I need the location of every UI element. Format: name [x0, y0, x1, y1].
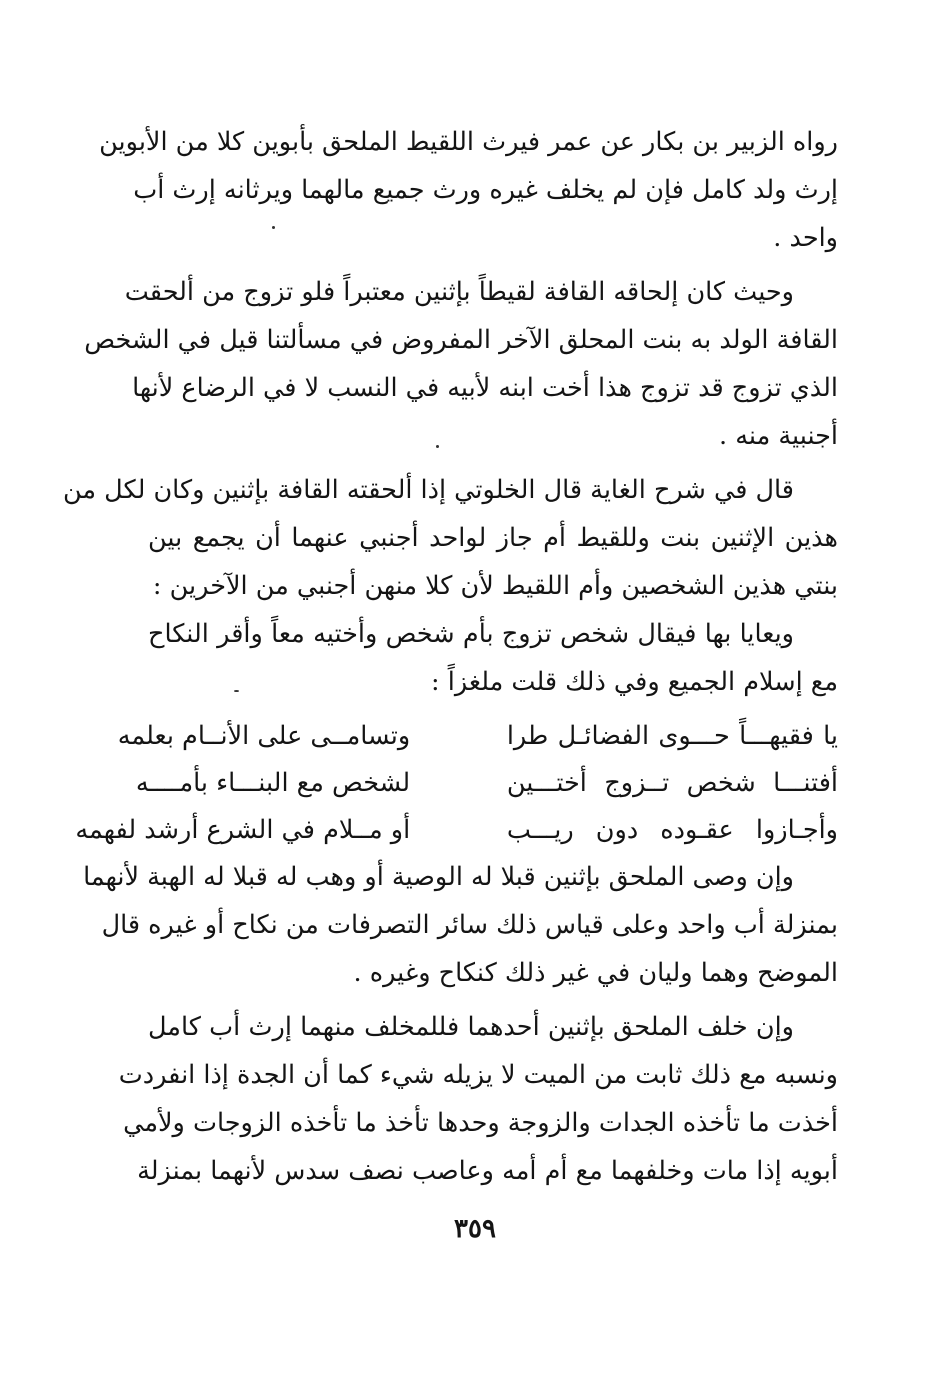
- page-body: [63, 118, 838, 1195]
- text-line: وإن وصى الملحق بإثنين قبلا له الوصية أو وهب له قبلا له الهبة لأنهما: [83, 862, 794, 892]
- verse-first-hemistich: وأجـازوا عقـوده دون ريـــب: [506, 815, 838, 845]
- paragraph-5: [83, 853, 838, 997]
- verse-second-hemistich: وتسامــى على الأنــام بعلمه: [117, 721, 411, 751]
- text-line: أجنبية منه .: [719, 421, 838, 451]
- page-number: ٣٥٩: [454, 1214, 496, 1244]
- text-line: إرث ولد كامل فإن لم يخلف غيره ورث جميع مالهما ويرثانه إرث أب: [133, 175, 838, 205]
- paragraph-3: [63, 466, 838, 610]
- text-line: أبويه إذا مات وخلفهما مع أم أمه وعاصب نصف سدس لأنهما بمنزلة: [137, 1156, 838, 1186]
- verse-first-hemistich: يا فقيهـــاً حـــوى الفضائـل طرا: [506, 721, 838, 751]
- verse-3: [75, 806, 838, 853]
- paragraph-2: [84, 268, 838, 460]
- paragraph-6: [118, 1003, 838, 1195]
- scan-speck: [234, 690, 239, 692]
- text-line: مع إسلام الجميع وفي ذلك قلت ملغزاً :: [431, 667, 838, 697]
- text-line: واحد .: [773, 223, 838, 253]
- verse-2: [135, 759, 838, 806]
- verse-second-hemistich: أو مــلام في الشرع أرشد لفهمه: [75, 815, 411, 845]
- poem: [75, 712, 838, 853]
- text-line: القافة الولد به بنت المحلق الآخر المفروض في مسألتنا قيل في الشخص: [84, 325, 838, 355]
- text-line: ويعايا بها فيقال شخص تزوج بأم شخص وأختيه معاً وأقر النكاح: [148, 619, 794, 649]
- paragraph-1: [99, 118, 838, 262]
- text-line: ونسبه مع ذلك ثابت من الميت لا يزيله شيء كما أن الجدة إذا انفردت: [118, 1060, 838, 1090]
- text-line: هذين الإثنين بنت وللقيط أم جاز لواحد أجنبي عنهما أن يجمع بين: [148, 523, 838, 553]
- text-line: أخذت ما تأخذه الجدات والزوجة وحدها تأخذ ما تأخذه الزوجات ولأمي: [123, 1108, 838, 1138]
- text-line: رواه الزبير بن بكار عن عمر فيرث اللقيط الملحق بأبوين كلا من الأبوين: [99, 127, 838, 157]
- text-line: وإن خلف الملحق بإثنين أحدهما فللمخلف منهما إرث أب كامل: [148, 1012, 794, 1042]
- scan-speck: [272, 226, 275, 229]
- text-line: الذي تزوج قد تزوج هذا أخت ابنه لأبيه في النسب لا في الرضاع لأنها: [132, 373, 838, 403]
- text-line: بنتي هذين الشخصين وأم اللقيط لأن كلا منهن أجنبي من الآخرين :: [152, 571, 838, 601]
- verse-first-hemistich: أفتنـــا شخص تــزوج أختـــين: [506, 768, 838, 798]
- text-line: وحيث كان إلحاقه القافة لقيطاً بإثنين معتبراً فلو تزوج من ألحقت: [124, 277, 794, 307]
- text-line: قال في شرح الغاية قال الخلوتي إذا ألحقته القافة بإثنين وكان لكل من: [63, 475, 794, 505]
- text-line: بمنزلة أب واحد وعلى قياس ذلك سائر التصرفات من نكاح أو غيره قال: [101, 910, 838, 940]
- verse-second-hemistich: لشخص مع البنـــاء بأمــــه: [135, 768, 411, 798]
- scan-speck: [436, 445, 439, 448]
- paragraph-4: [148, 610, 838, 706]
- text-line: الموضح وهما وليان في غير ذلك كنكاح وغيره .: [353, 958, 838, 988]
- verse-1: [117, 712, 838, 759]
